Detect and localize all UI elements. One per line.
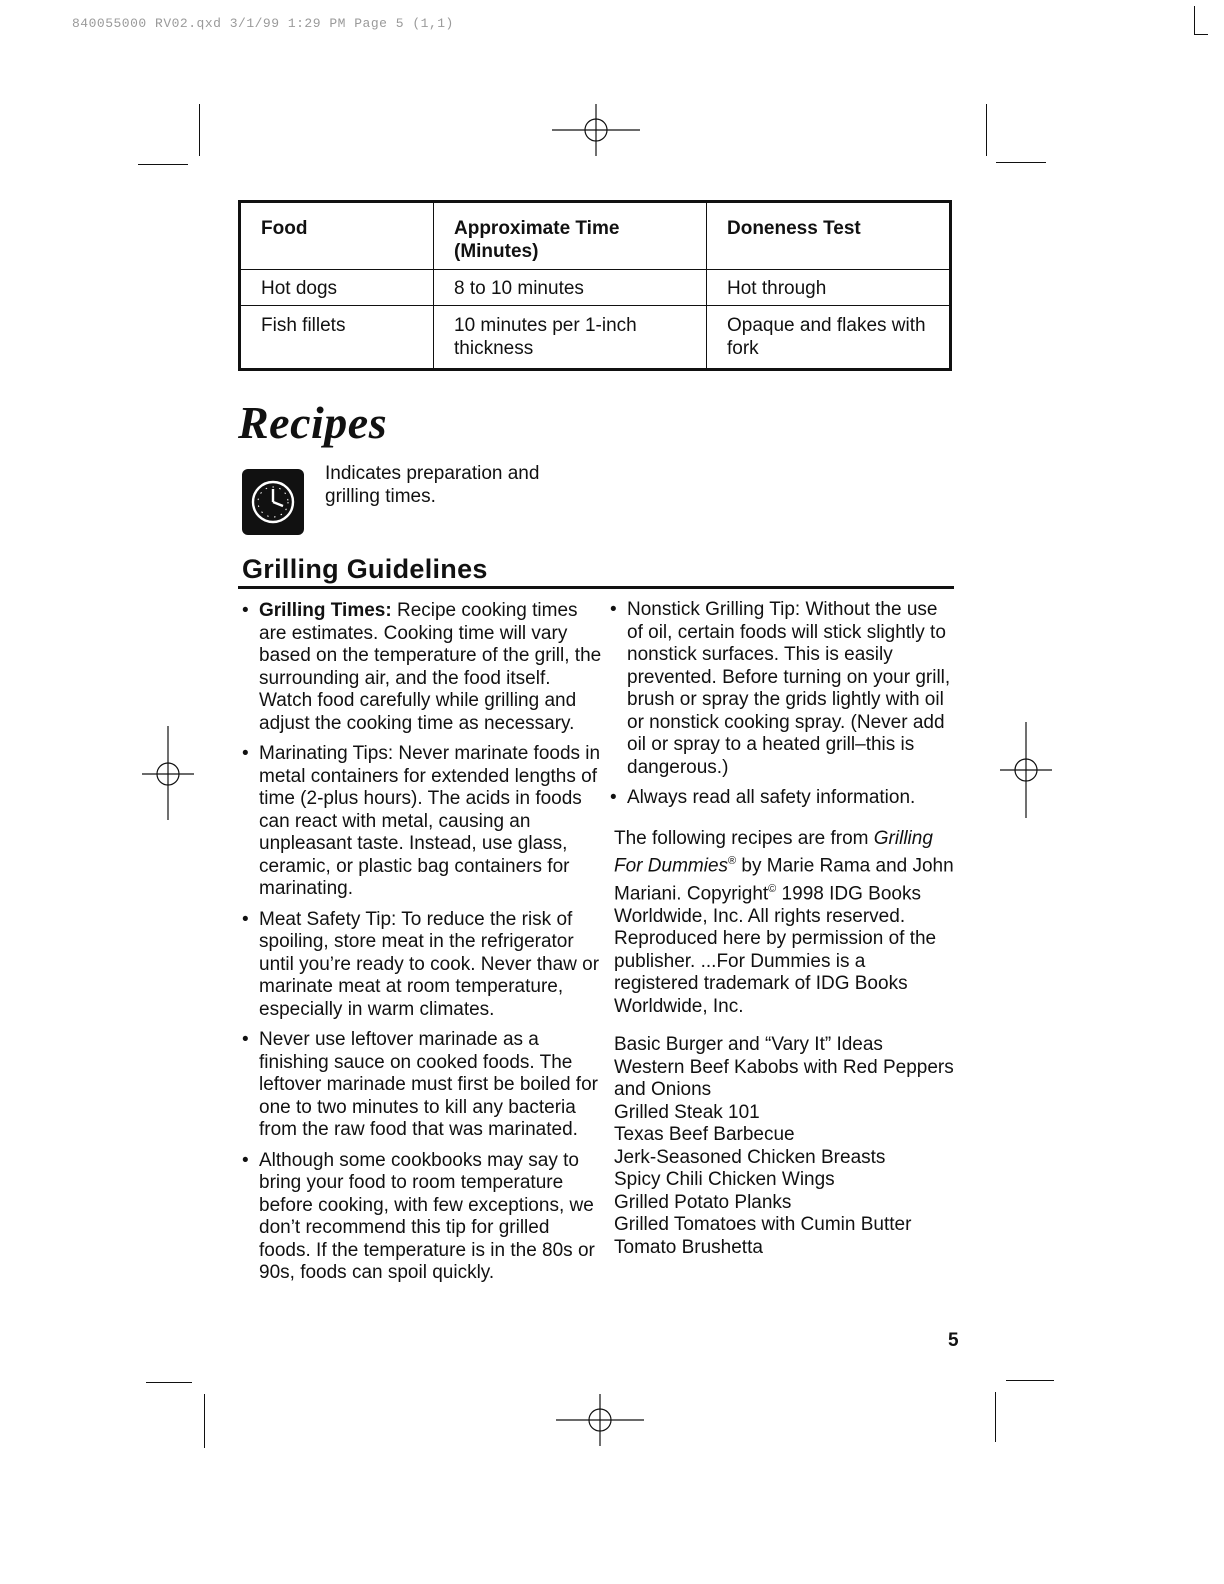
cooking-times-table [238,200,952,371]
table-cell-doneness: Hot through [707,270,951,306]
bullet-text: Meat Safety Tip: To reduce the risk of spoiling, store meat in the refrigerator until you’re ready to cook. Never thaw or marinate meat at room temperature, especially in warm climates. [259,908,600,1020]
registered-mark: ® [728,855,737,867]
list-item [610,599,955,779]
table-header-time: Approximate Time (Minutes) [434,202,707,270]
bullet-icon: • [610,787,617,808]
table-row [240,306,951,370]
table-header-doneness: Doneness Test [707,202,951,270]
bullet-text: Never use leftover marinade as a finishing sauce on cooked foods. The leftover marinade must first be boiled for one to two minutes to kill any bacteria from the raw food that was marinated. [259,1029,598,1140]
list-item: Texas Beef Barbecue [614,1124,795,1146]
heading-rule [238,586,954,589]
list-item: Tomato Brushetta [614,1236,763,1258]
list-item [242,600,602,735]
copyright-mark: © [768,882,777,895]
registration-mark-left [140,722,196,822]
list-item [242,1029,602,1142]
recipe-list [610,1034,955,1259]
bullet-icon: • [242,908,249,930]
guideline-bullets [242,600,602,1285]
list-item: Western Beef Kabobs with Red Peppers and Onions [614,1056,954,1101]
table-cell-doneness: Opaque and flakes with fork [707,306,951,370]
bullet-text: Always read all safety information. [627,787,916,808]
source-text: by Marie Rama and John Mariani. Copyright [614,855,954,905]
table-cell-time: 8 to 10 minutes [434,270,707,306]
table-header-row [240,202,951,270]
source-text: 1998 IDG Books Worldwide, Inc. All rights reserved. Reproduced here by permission of the publisher. ...For Dummies is a registered trademark of IDG Books Worldwide, Inc. [614,883,937,1017]
printer-slug: 840055000 RV02.qxd 3/1/99 1:29 PM Page 5 (1,1) [72,16,454,31]
bullet-icon: • [242,743,249,764]
table-row [240,270,951,306]
registration-mark-right [998,720,1054,820]
list-item [242,909,602,1022]
bullet-text: Nonstick Grilling Tip: Without the use of oil, certain foods will stick slightly to nonstick surfaces. This is easily prevented. Before turning on your grill, brush or spray the grids lightly with oil or nonstick cooking spray. (Never add oil or spray to a heated grill–this is dangerous.) [627,599,951,778]
list-item [242,1150,602,1285]
source-text: The following recipes are from [614,827,874,849]
registration-mark-bottom [552,1392,648,1448]
bullet-icon: • [610,599,617,620]
section-heading: Grilling Guidelines [242,554,488,584]
page-title: Recipes [238,397,388,448]
right-column [610,599,955,1259]
list-item: Grilled Potato Planks [614,1191,792,1213]
table-cell-food: Fish fillets [240,306,434,370]
list-item: Basic Burger and “Vary It” Ideas [614,1034,883,1056]
guideline-bullets-right [610,599,955,810]
list-item: Jerk-Seasoned Chicken Breasts [614,1146,886,1168]
list-item: Spicy Chili Chicken Wings [614,1169,835,1191]
registration-mark-top [548,102,644,158]
list-item: Grilled Steak 101 [614,1101,760,1123]
list-item: Grilled Tomatoes with Cumin Butter [614,1214,912,1236]
timer-note: Indicates preparation and grilling times. [325,463,540,507]
source-credit [614,828,955,1019]
bullet-text: Recipe cooking times are estimates. Cooking time will vary based on the temperature of the grill, the surrounding air, and the food itself. Watch food carefully while grilling and adjust the cooking time as necessary. [259,600,602,734]
book-title: Grilling For Dummies [614,827,933,877]
bullet-lead: Grilling Times: [259,600,392,621]
bullet-text: Marinating Tips: Never marinate foods in metal containers for extended lengths of time (2-plus hours). The acids in foods can react with metal, causing an unpleasant taste. Instead, use glass, ceramic, or plastic bag containers for marinating. [259,743,601,899]
table-cell-time: 10 minutes per 1-inch thickness [434,306,707,370]
bullet-icon: • [242,1149,249,1171]
bullet-text: Although some cookbooks may say to bring your food to room temperature before cooking, with few exceptions, we don’t recommend this tip for grilled foods. If the temperature is in the 80s or 90s, foods can spoil quickly. [259,1149,595,1283]
bullet-icon: • [242,600,249,621]
table-cell-food: Hot dogs [240,270,434,306]
timer-icon [242,467,304,537]
list-item [610,787,955,810]
list-item [242,743,602,901]
bullet-icon: • [242,1029,249,1050]
table-header-food: Food [240,202,434,270]
left-column [242,600,602,1293]
page-number: 5 [948,1330,959,1351]
